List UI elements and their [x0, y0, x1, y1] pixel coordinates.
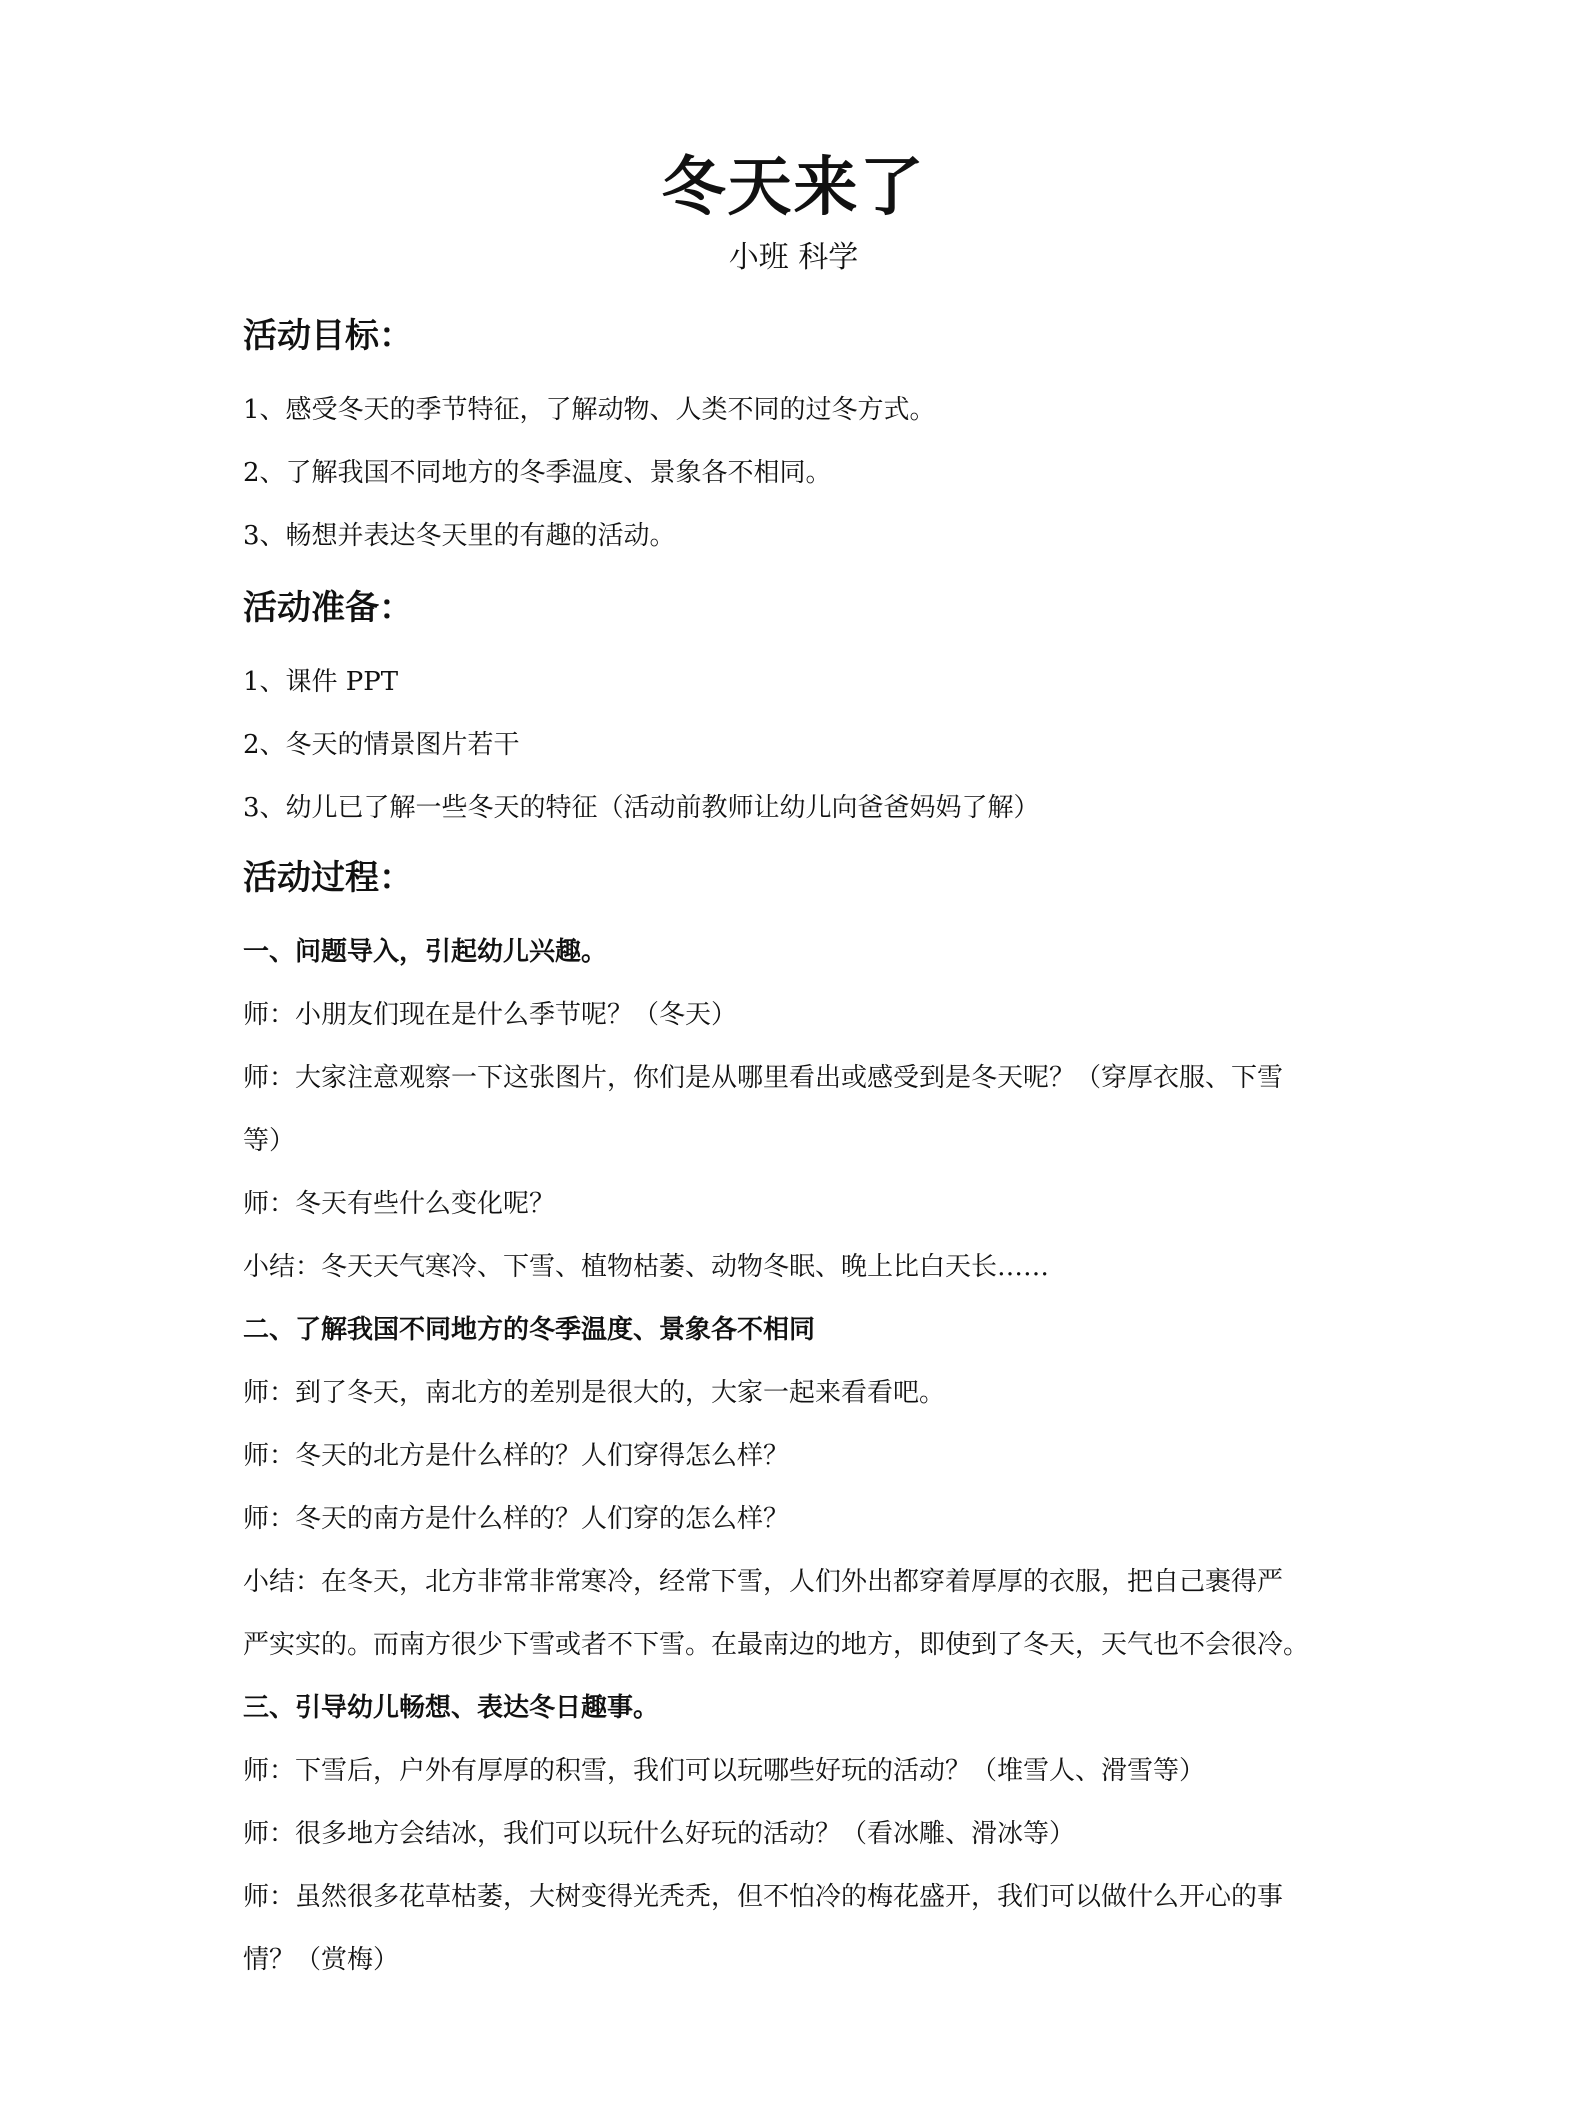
preparation-item: 2、冬天的情景图片若干	[243, 730, 520, 760]
step2-title: 二、了解我国不同地方的冬季温度、景象各不相同	[243, 1315, 816, 1345]
dialogue-line: 师：冬天有些什么变化呢？	[243, 1189, 556, 1219]
document-title: 冬天来了	[661, 150, 926, 225]
dialogue-line: 师：很多地方会结冰，我们可以玩什么好玩的活动？（看冰雕、滑冰等）	[243, 1819, 1076, 1849]
goals-heading: 活动目标：	[243, 316, 413, 356]
goal-item: 1、感受冬天的季节特征，了解动物、人类不同的过冬方式。	[243, 395, 936, 425]
dialogue-line: 师：大家注意观察一下这张图片，你们是从哪里看出或感受到是冬天呢？（穿厚衣服、下雪	[243, 1063, 1284, 1093]
dialogue-line: 师：小朋友们现在是什么季节呢？（冬天）	[243, 1000, 738, 1030]
step1-title: 一、问题导入，引起幼儿兴趣。	[243, 937, 608, 967]
summary-line: 小结：冬天天气寒冷、下雪、植物枯萎、动物冬眠、晚上比白天长……	[243, 1252, 1050, 1282]
process-heading: 活动过程：	[243, 858, 413, 898]
dialogue-line: 等）	[243, 1126, 296, 1156]
dialogue-line: 师：冬天的北方是什么样的？人们穿得怎么样？	[243, 1441, 790, 1471]
goal-item: 3、畅想并表达冬天里的有趣的活动。	[243, 521, 676, 551]
preparation-item: 3、幼儿已了解一些冬天的特征（活动前教师让幼儿向爸爸妈妈了解）	[243, 793, 1040, 823]
step3-title: 三、引导幼儿畅想、表达冬日趣事。	[243, 1693, 660, 1723]
dialogue-line: 师：虽然很多花草枯萎，大树变得光秃秃，但不怕冷的梅花盛开，我们可以做什么开心的事	[243, 1882, 1284, 1912]
document-subtitle: 小班 科学	[728, 240, 859, 275]
dialogue-line: 师：到了冬天，南北方的差别是很大的，大家一起来看看吧。	[243, 1378, 946, 1408]
summary-line: 严实实的。而南方很少下雪或者不下雪。在最南边的地方，即使到了冬天，天气也不会很冷。	[243, 1630, 1310, 1660]
preparation-heading: 活动准备：	[243, 588, 413, 628]
preparation-item: 1、课件 PPT	[243, 667, 399, 697]
goal-item: 2、了解我国不同地方的冬季温度、景象各不相同。	[243, 458, 832, 488]
dialogue-line: 师：冬天的南方是什么样的？人们穿的怎么样？	[243, 1504, 790, 1534]
dialogue-line: 师：下雪后，户外有厚厚的积雪，我们可以玩哪些好玩的活动？（堆雪人、滑雪等）	[243, 1756, 1206, 1786]
dialogue-line: 情？（赏梅）	[243, 1945, 400, 1975]
summary-line: 小结：在冬天，北方非常非常寒冷，经常下雪，人们外出都穿着厚厚的衣服，把自己裹得严	[243, 1567, 1284, 1597]
